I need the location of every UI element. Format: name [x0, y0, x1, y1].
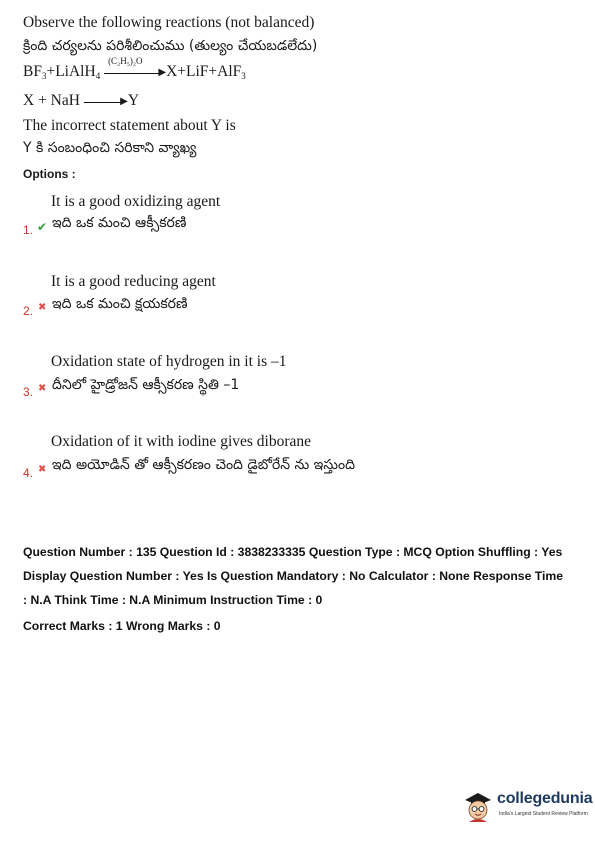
option-2-number — [23, 302, 33, 320]
options-label: Options : — [23, 167, 76, 181]
option-1-number — [23, 221, 33, 239]
option-1-text-te: ఇది ఒక మంచి ఆక్సీకరణి — [52, 215, 187, 231]
option-4-text-en: Oxidation of it with iodine gives diborane — [51, 433, 312, 450]
question-meta-line-2: Display Question Number : Yes Is Question Mandatory : No Calculator : None Response Time — [23, 569, 563, 583]
reaction-1 — [23, 56, 246, 81]
reaction-2-product: Y — [127, 92, 140, 109]
question-intro-en: Observe the following reactions (not balanced) — [23, 14, 315, 31]
question-meta-line-1: Question Number : 135 Question Id : 3838233335 Question Type : MCQ Option Shuffling : Yes — [23, 545, 563, 559]
question-intro-te: క్రింది చర్యలను పరిశీలించుము (తుల్యం చేయబడలేదు) — [23, 38, 318, 54]
option-4-number-label: 4. — [23, 466, 34, 480]
option-2-text-en: It is a good reducing agent — [51, 273, 216, 290]
option-3-number-label: 3. — [23, 385, 34, 399]
option-1-text-en: It is a good oxidizing agent — [51, 193, 221, 210]
question-meta-line-3: : N.A Think Time : N.A Minimum Instruction Time : 0 — [23, 593, 323, 607]
cross-icon: ✖ — [38, 383, 47, 394]
option-2-text-te: ఇది ఒక మంచి క్షయకరణి — [52, 296, 188, 312]
option-2-number-label: 2. — [23, 304, 34, 318]
reaction-1-sub-c: 3 — [241, 71, 246, 81]
cross-icon: ✖ — [38, 464, 47, 475]
option-1-number-label: 1. — [23, 223, 34, 237]
reaction-1-products: X+LiF+AlF — [166, 63, 242, 80]
option-3-text-te: దీనిలో హైడ్రోజన్ ఆక్సీకరణ స్థితి –1 — [52, 377, 240, 393]
reaction-2-arrow: ▶ — [84, 94, 128, 108]
cross-icon: ✖ — [38, 302, 47, 313]
question-prompt-en: The incorrect statement about Y is — [23, 117, 236, 134]
reaction-2 — [23, 92, 139, 110]
brand-logo-text: collegedunia — [497, 790, 593, 807]
reaction-1-sub-b: 4 — [95, 71, 101, 81]
option-4-number — [23, 464, 33, 482]
option-4-text-te: ఇది అయోడిన్ తో ఆక్సీకరణం చెంది డైబోరేన్ ను ఇస్తుంది — [52, 457, 355, 473]
reaction-1-condition: (C₂H₅)₂O — [108, 56, 143, 67]
question-meta-line-4: Correct Marks : 1 Wrong Marks : 0 — [23, 619, 221, 633]
reaction-1-sub-a: 3 — [41, 71, 47, 81]
reaction-1-reactant-b: +LiAlH — [46, 63, 96, 80]
brand-tagline: India's Largest Student Review Platform — [499, 811, 588, 817]
reaction-1-arrow: (C₂H₅)₂O ▶ — [104, 65, 166, 79]
student-mascot-icon — [461, 788, 495, 824]
option-3-number — [23, 383, 33, 401]
reaction-1-reactant-a: BF — [23, 63, 42, 80]
check-icon: ✔ — [37, 220, 48, 234]
reaction-2-reactants: X + NaH — [23, 92, 80, 109]
option-3-text-en: Oxidation state of hydrogen in it is –1 — [51, 353, 287, 370]
question-prompt-te: Y కి సంబంధించి సరికాని వ్యాఖ్య — [23, 140, 197, 156]
